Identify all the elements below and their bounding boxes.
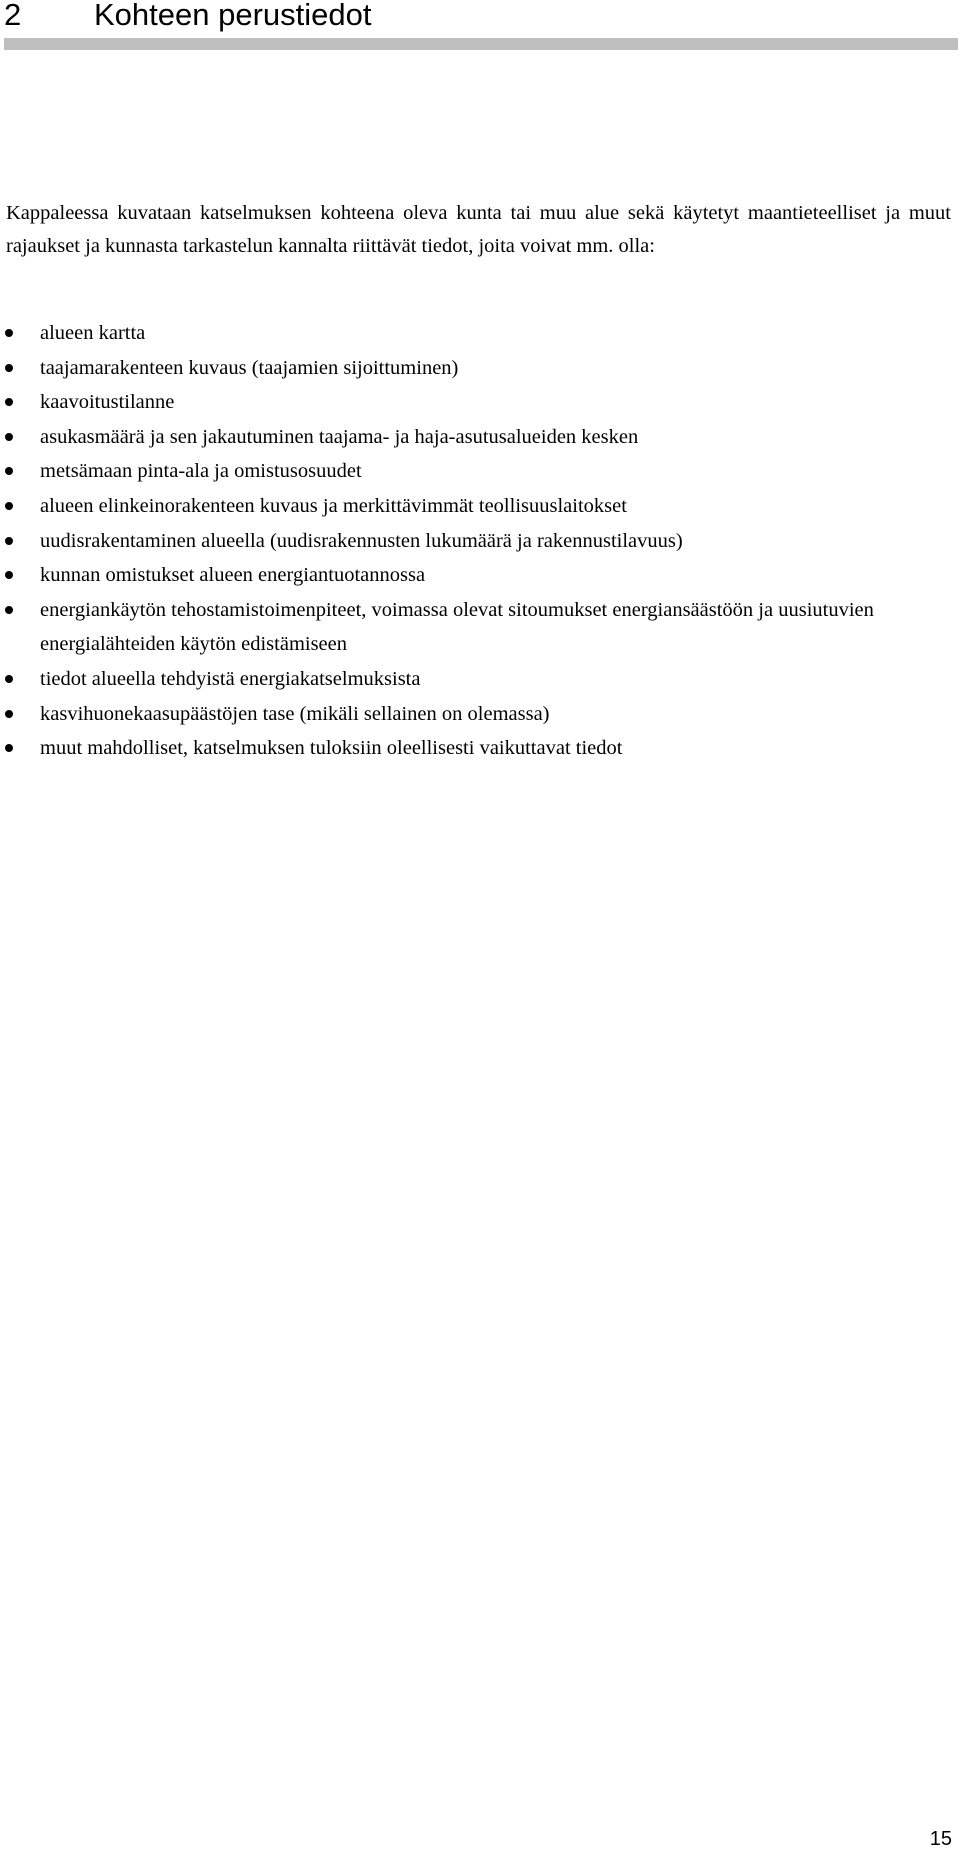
- section-title: Kohteen perustiedot: [94, 0, 372, 32]
- list-item: [0, 558, 940, 593]
- list-item-text: kasvihuonekaasupäästöjen tase (mikäli sellainen on olemassa): [40, 702, 550, 725]
- list-item-text: alueen elinkeinorakenteen kuvaus ja merkittävimmät teollisuuslaitokset: [40, 494, 627, 517]
- list-item-text: energiankäytön tehostamistoimenpiteet, voimassa olevat sitoumukset energiansäästöön ja uusiutuvien energialähteiden käytön edistämiseen: [40, 598, 874, 656]
- list-item-text: uudisrakentaminen alueella (uudisrakennusten lukumäärä ja rakennustilavuus): [40, 529, 683, 552]
- intro-paragraph: Kappaleessa kuvataan katselmuksen kohteena oleva kunta tai muu alue sekä käytetyt maantieteelliset ja muut rajaukset ja kunnasta tarkastelun kannalta riittävät tiedot, joita voivat mm. olla:: [6, 201, 951, 257]
- bullet-icon: [5, 329, 13, 337]
- bullet-icon: [5, 571, 13, 579]
- list-item: [0, 731, 940, 766]
- bullet-icon: [5, 744, 13, 752]
- section-number: 2: [4, 0, 22, 32]
- bullet-icon: [5, 710, 13, 718]
- bullet-icon: [5, 675, 13, 683]
- list-item: [0, 662, 940, 697]
- heading-rule: [4, 38, 958, 50]
- list-item-text: kunnan omistukset alueen energiantuotannossa: [40, 564, 426, 587]
- bullet-icon: [5, 537, 13, 545]
- page-number: 15: [929, 1828, 952, 1850]
- list-item: [0, 697, 940, 732]
- list-item: [0, 385, 940, 420]
- list-item: [0, 454, 940, 489]
- list-item-text: metsämaan pinta-ala ja omistusosuudet: [40, 460, 362, 483]
- list-item: [0, 593, 940, 662]
- section-heading: [4, 0, 956, 48]
- list-item-text: taajamarakenteen kuvaus (taajamien sijoittuminen): [40, 356, 459, 379]
- bullet-list: [0, 316, 960, 766]
- bullet-icon: [5, 606, 13, 614]
- bullet-icon: [5, 433, 13, 441]
- bullet-icon: [5, 467, 13, 475]
- list-item: [0, 351, 940, 386]
- bullet-icon: [5, 364, 13, 372]
- bullet-icon: [5, 398, 13, 406]
- list-item-text: alueen kartta: [40, 322, 146, 344]
- list-item: [0, 489, 940, 524]
- list-item-text: muut mahdolliset, katselmuksen tuloksiin oleellisesti vaikuttavat tiedot: [40, 737, 623, 760]
- list-item: [0, 524, 940, 559]
- list-item-text: asukasmäärä ja sen jakautuminen taajama- ja haja-asutusalueiden kesken: [40, 425, 639, 448]
- list-item: [0, 316, 940, 351]
- bullet-icon: [5, 502, 13, 510]
- list-item: [0, 420, 940, 455]
- list-item-text: kaavoitustilanne: [40, 391, 175, 414]
- list-item-text: tiedot alueella tehdyistä energiakatselmuksista: [40, 667, 421, 690]
